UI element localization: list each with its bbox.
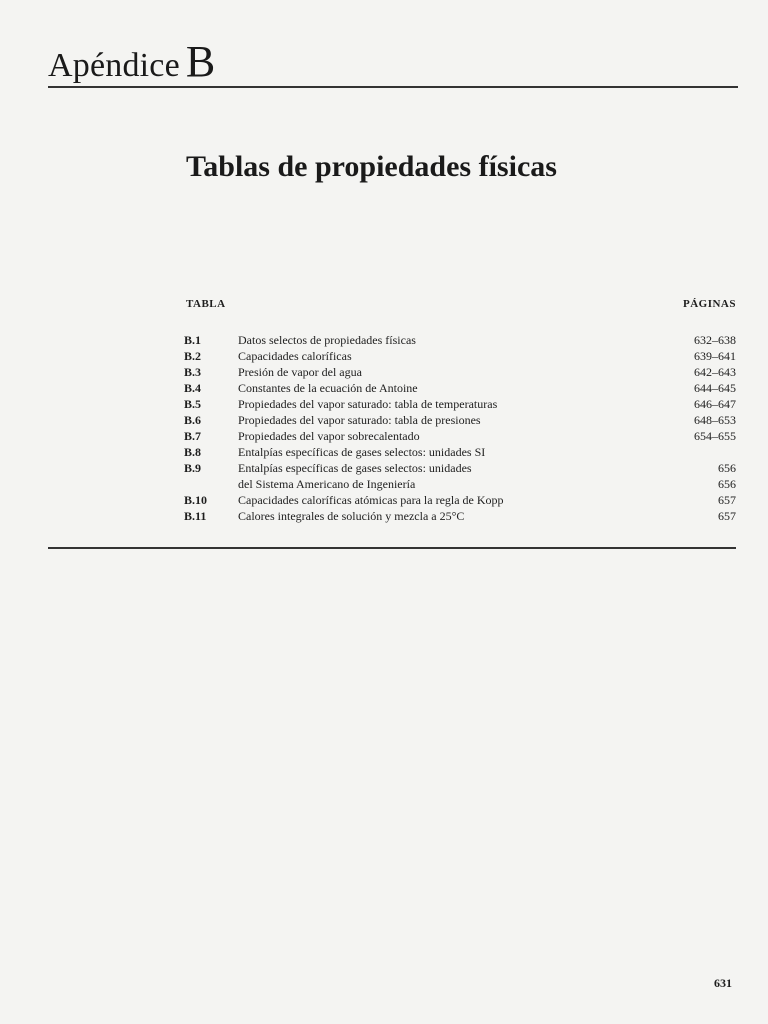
- toc-description-line: Propiedades del vapor saturado: tabla de presiones: [238, 413, 481, 427]
- toc-pages: [666, 412, 736, 428]
- appendix-word: Apéndice: [48, 47, 180, 84]
- toc-pages: [666, 444, 736, 460]
- page-number: 631: [714, 976, 732, 990]
- toc-row: [184, 332, 736, 348]
- bottom-rule: [48, 547, 736, 549]
- toc-page-range: 657: [718, 493, 736, 507]
- toc-table-number: B.10: [184, 493, 208, 507]
- toc-table-number: B.1: [184, 333, 202, 347]
- toc-description: [238, 348, 666, 364]
- toc-row: [184, 492, 736, 508]
- toc-description: [238, 460, 666, 492]
- toc-row: [184, 412, 736, 428]
- toc-pages: [666, 460, 736, 492]
- toc-description-line: Datos selectos de propiedades físicas: [238, 333, 416, 347]
- toc-page-range: 639–641: [694, 349, 736, 363]
- toc-table-number: B.6: [184, 413, 202, 427]
- toc-description-line: Presión de vapor del agua: [238, 365, 362, 379]
- toc-description-line: Capacidades caloríficas atómicas para la regla de Kopp: [238, 493, 504, 507]
- toc-description: [238, 508, 666, 524]
- toc-row: [184, 460, 736, 492]
- toc-pages: [666, 332, 736, 348]
- toc-pages: [666, 492, 736, 508]
- top-rule: [48, 86, 738, 88]
- toc-row: [184, 364, 736, 380]
- toc-pages: [666, 380, 736, 396]
- toc-table-number: B.4: [184, 381, 202, 395]
- toc-row: [184, 396, 736, 412]
- toc-description-line: Calores integrales de solución y mezcla a 25°C: [238, 509, 465, 523]
- toc-description-line: Capacidades caloríficas: [238, 349, 352, 363]
- toc-page-range: 657: [718, 509, 736, 523]
- toc-row: [184, 348, 736, 364]
- toc-pages: [666, 428, 736, 444]
- toc-table-number: B.3: [184, 365, 202, 379]
- toc-row: [184, 428, 736, 444]
- table-of-contents: [184, 332, 736, 524]
- toc-table-number: B.7: [184, 429, 202, 443]
- toc-table-number: B.9: [184, 461, 202, 475]
- toc-pages: [666, 508, 736, 524]
- toc-description: [238, 428, 666, 444]
- toc-row: [184, 380, 736, 396]
- toc-header-table: TABLA: [186, 298, 226, 310]
- toc-page-range: 656: [718, 477, 736, 491]
- toc-description-line: Entalpías específicas de gases selectos: unidades SI: [238, 445, 486, 459]
- toc-page-range: 656: [718, 461, 736, 475]
- toc-description: [238, 364, 666, 380]
- toc-description-line: del Sistema Americano de Ingeniería: [238, 477, 416, 491]
- toc-table-number: B.8: [184, 445, 202, 459]
- toc-description-line: Entalpías específicas de gases selectos: unidades: [238, 461, 472, 475]
- toc-pages: [666, 396, 736, 412]
- toc-description: [238, 492, 666, 508]
- toc-description-line: Propiedades del vapor saturado: tabla de temperaturas: [238, 397, 498, 411]
- toc-row: [184, 508, 736, 524]
- toc-row: [184, 444, 736, 460]
- toc-header-pages: PÁGINAS: [682, 298, 736, 310]
- toc-page-range: [666, 444, 736, 460]
- toc-page-range: 654–655: [694, 429, 736, 443]
- toc-page-range: 632–638: [694, 333, 736, 347]
- toc-description-line: Constantes de la ecuación de Antoine: [238, 381, 418, 395]
- toc-table-number: B.5: [184, 397, 202, 411]
- appendix-heading: [48, 37, 216, 86]
- toc-page-range: 648–653: [694, 413, 736, 427]
- toc-description: [238, 396, 666, 412]
- toc-page-range: 642–643: [694, 365, 736, 379]
- toc-table-number: B.11: [184, 509, 207, 523]
- toc-description: [238, 332, 666, 348]
- toc-pages: [666, 364, 736, 380]
- toc-description: [238, 412, 666, 428]
- toc-table-number: B.2: [184, 349, 202, 363]
- chapter-title: Tablas de propiedades físicas: [186, 150, 557, 183]
- toc-description-line: Propiedades del vapor sobrecalentado: [238, 429, 420, 443]
- toc-description: [238, 380, 666, 396]
- toc-page-range: 644–645: [694, 381, 736, 395]
- toc-description: [238, 444, 666, 460]
- toc-page-range: 646–647: [694, 397, 736, 411]
- appendix-letter: B: [185, 37, 216, 86]
- toc-pages: [666, 348, 736, 364]
